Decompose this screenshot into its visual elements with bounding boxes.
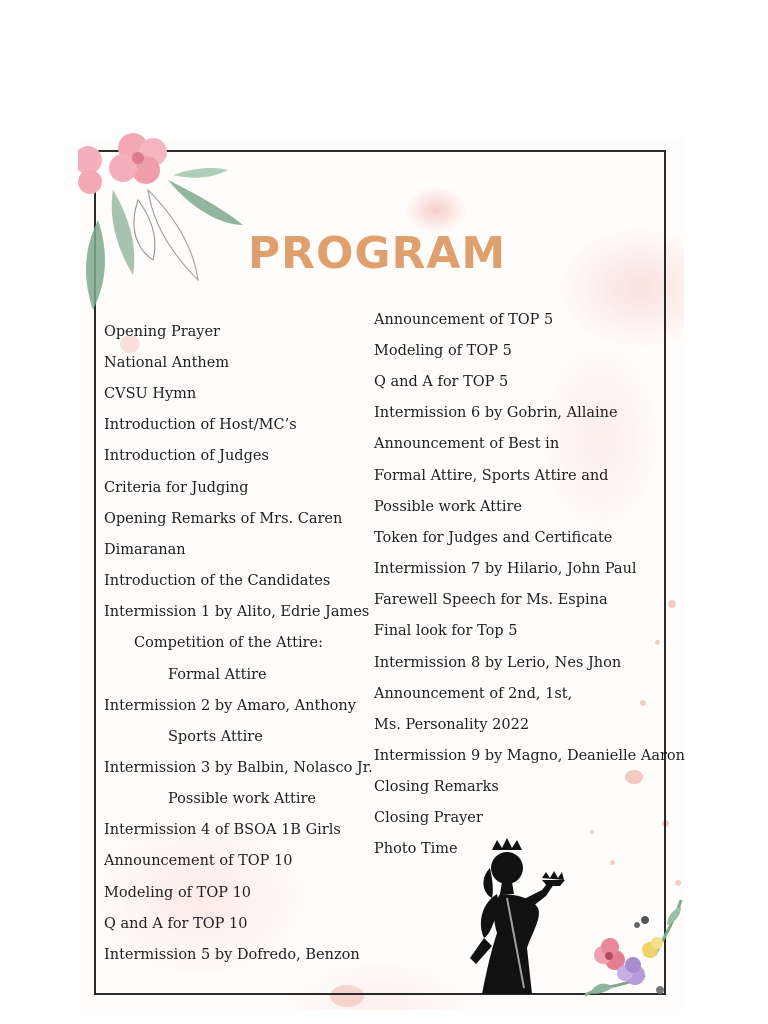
list-item: Q and A for TOP 10	[104, 916, 248, 932]
list-item: Intermission 8 by Lerio, Nes Jhon	[374, 655, 622, 671]
list-item: Sports Attire	[168, 729, 263, 745]
list-item: Competition of the Attire:	[134, 635, 324, 651]
list-item: Ms. Personality 2022	[374, 717, 530, 733]
list-item: Intermission 7 by Hilario, John Paul	[374, 561, 637, 577]
list-item: Introduction of the Candidates	[104, 573, 331, 589]
list-item: Opening Prayer	[104, 324, 220, 340]
list-item: Possible work Attire	[374, 499, 523, 515]
list-item: CVSU Hymn	[104, 386, 197, 402]
list-item: Introduction of Host/MC’s	[104, 417, 297, 433]
list-item: Opening Remarks of Mrs. Caren	[104, 511, 343, 527]
list-item: Modeling of TOP 5	[374, 343, 512, 359]
list-item: Intermission 6 by Gobrin, Allaine	[374, 405, 618, 421]
list-item: Closing Prayer	[374, 810, 483, 826]
list-item: Dimaranan	[104, 542, 186, 558]
list-item: Formal Attire	[168, 667, 267, 683]
list-item: Announcement of 2nd, 1st,	[374, 686, 573, 702]
queen-silhouette-icon	[462, 838, 572, 998]
list-item: Formal Attire, Sports Attire and	[374, 468, 609, 484]
list-item: Final look for Top 5	[374, 623, 518, 639]
list-item: Farewell Speech for Ms. Espina	[374, 592, 608, 608]
list-item: Criteria for Judging	[104, 480, 249, 496]
list-item: Intermission 9 by Magno, Deanielle Aaron	[374, 748, 685, 764]
list-item: Token for Judges and Certificate	[374, 530, 613, 546]
list-item: Intermission 3 by Balbin, Nolasco Jr.	[104, 760, 373, 776]
list-item: Intermission 5 by Dofredo, Benzon	[104, 947, 360, 963]
list-item: Possible work Attire	[168, 791, 317, 807]
list-item: Announcement of TOP 10	[104, 853, 293, 869]
list-item: National Anthem	[104, 355, 230, 371]
pink-flower-icon	[78, 133, 167, 194]
list-item: Photo Time	[374, 841, 458, 857]
floral-corner-decoration	[78, 130, 248, 315]
list-item: Intermission 1 by Alito, Edrie James	[104, 604, 370, 620]
list-item: Intermission 4 of BSOA 1B Girls	[104, 822, 341, 838]
list-item: Introduction of Judges	[104, 448, 269, 464]
page-title: PROGRAM	[247, 228, 507, 279]
list-item: Announcement of TOP 5	[374, 312, 554, 328]
list-item: Closing Remarks	[374, 779, 499, 795]
list-item: Q and A for TOP 5	[374, 374, 509, 390]
list-item: Intermission 2 by Amaro, Anthony	[104, 698, 356, 714]
list-item: Modeling of TOP 10	[104, 885, 252, 901]
list-item: Announcement of Best in	[374, 436, 560, 452]
flower-cluster-icon	[575, 895, 685, 1010]
